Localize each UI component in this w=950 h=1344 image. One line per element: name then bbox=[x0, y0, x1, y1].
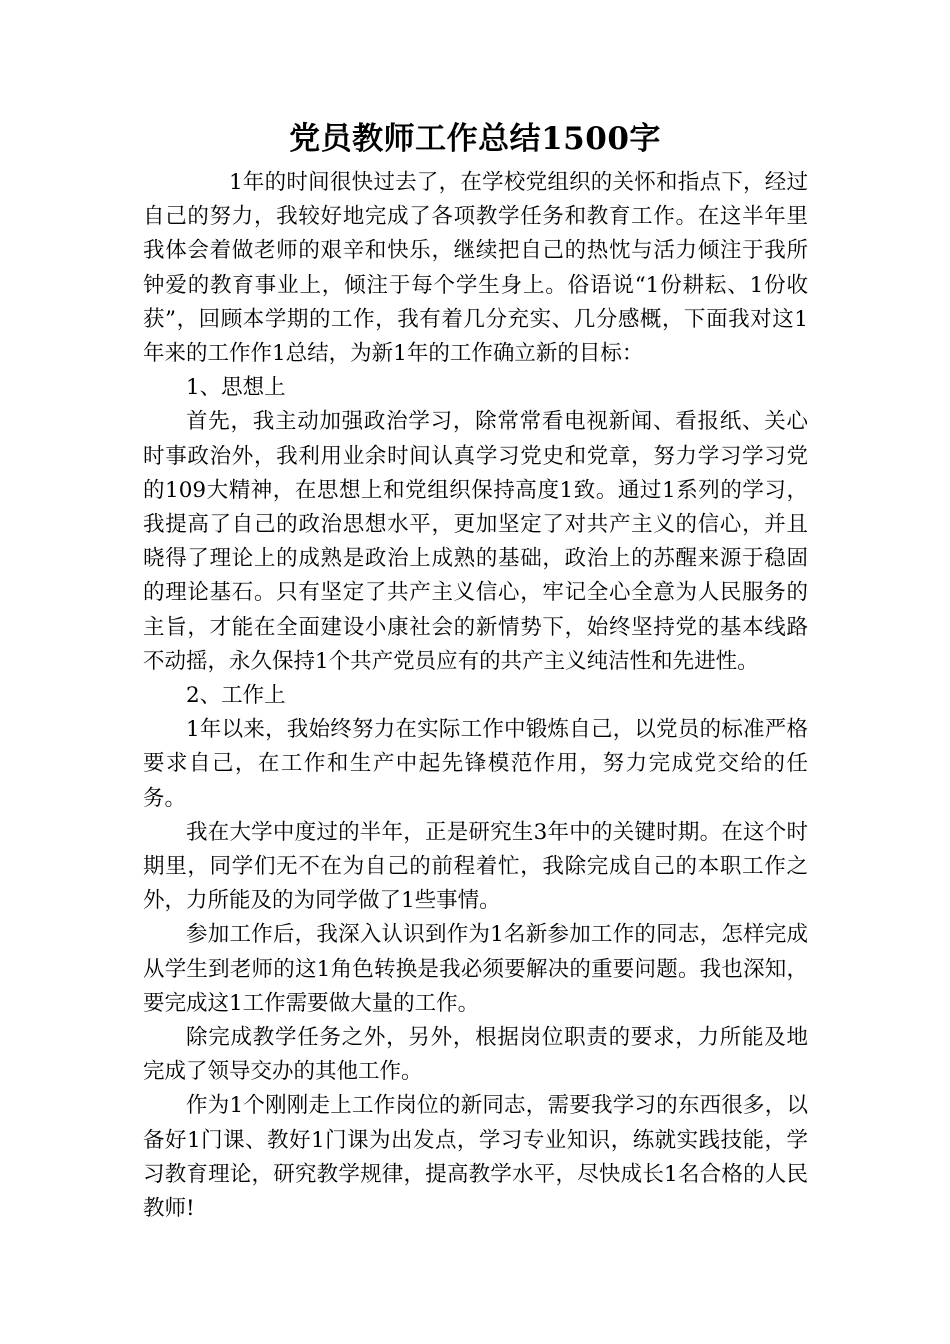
section-heading-thought: 1、思想上 bbox=[186, 375, 286, 401]
document-body bbox=[143, 166, 808, 1226]
work-paragraph-4: 除完成教学任务之外，另外，根据岗位职责的要求，力所能及地完成了领导交办的其他工作。 bbox=[143, 1025, 808, 1085]
section-heading-work: 2、工作上 bbox=[186, 683, 286, 709]
thought-paragraph: 首先，我主动加强政治学习，除常常看电视新闻、看报纸、关心时事政治外，我利用业余时间认真学习党史和党章，努力学习学习党的109大精神，在思想上和党组织保持高度1致。通过1系列的学习，我提高了自己的政治思想水平，更加坚定了对共产主义的信心，并且晓得了理论上的成熟是政治上成熟的基础，政治上的苏醒来源于稳固的理论基石。只有坚定了共产主义信心，牢记全心全意为人民服务的主旨，才能在全面建设小康社会的新情势下，始终坚持党的基本线路不动摇，永久保持1个共产党员应有的共产主义纯洁性和先进性。 bbox=[143, 409, 808, 674]
work-paragraph-1: 1年以来，我始终努力在实际工作中锻炼自己，以党员的标准严格要求自己，在工作和生产中起先锋模范作用，努力完成党交给的任务。 bbox=[143, 717, 808, 811]
work-paragraph-3: 参加工作后，我深入认识到作为1名新参加工作的同志，怎样完成从学生到老师的这1角色转换是我必须要解决的重要问题。我也深知，要完成这1工作需要做大量的工作。 bbox=[143, 922, 808, 1016]
intro-paragraph: 1年的时间很快过去了，在学校党组织的关怀和指点下，经过自己的努力，我较好地完成了各项教学任务和教育工作。在这半年里我体会着做老师的艰辛和快乐，继续把自己的热忱与活力倾注于我所钟爱的教育事业上，倾注于每个学生身上。俗语说“1份耕耘、1份收获”，回顾本学期的工作，我有着几分充实、几分感概，下面我对这1年来的工作作1总结，为新1年的工作确立新的目标： bbox=[143, 170, 808, 367]
work-paragraph-5: 作为1个刚刚走上工作岗位的新同志，需要我学习的东西很多，以备好1门课、教好1门课为出发点，学习专业知识，练就实践技能，学习教育理论，研究教学规律，提高教学水平，尽快成长1名合格的人民教师! bbox=[143, 1093, 808, 1222]
document-title: 党员教师工作总结1500字 bbox=[289, 121, 661, 157]
work-paragraph-2: 我在大学中度过的半年，正是研究生3年中的关键时期。在这个时期里，同学们无不在为自己的前程着忙，我除完成自己的本职工作之外，力所能及的为同学做了1些事情。 bbox=[143, 819, 808, 914]
